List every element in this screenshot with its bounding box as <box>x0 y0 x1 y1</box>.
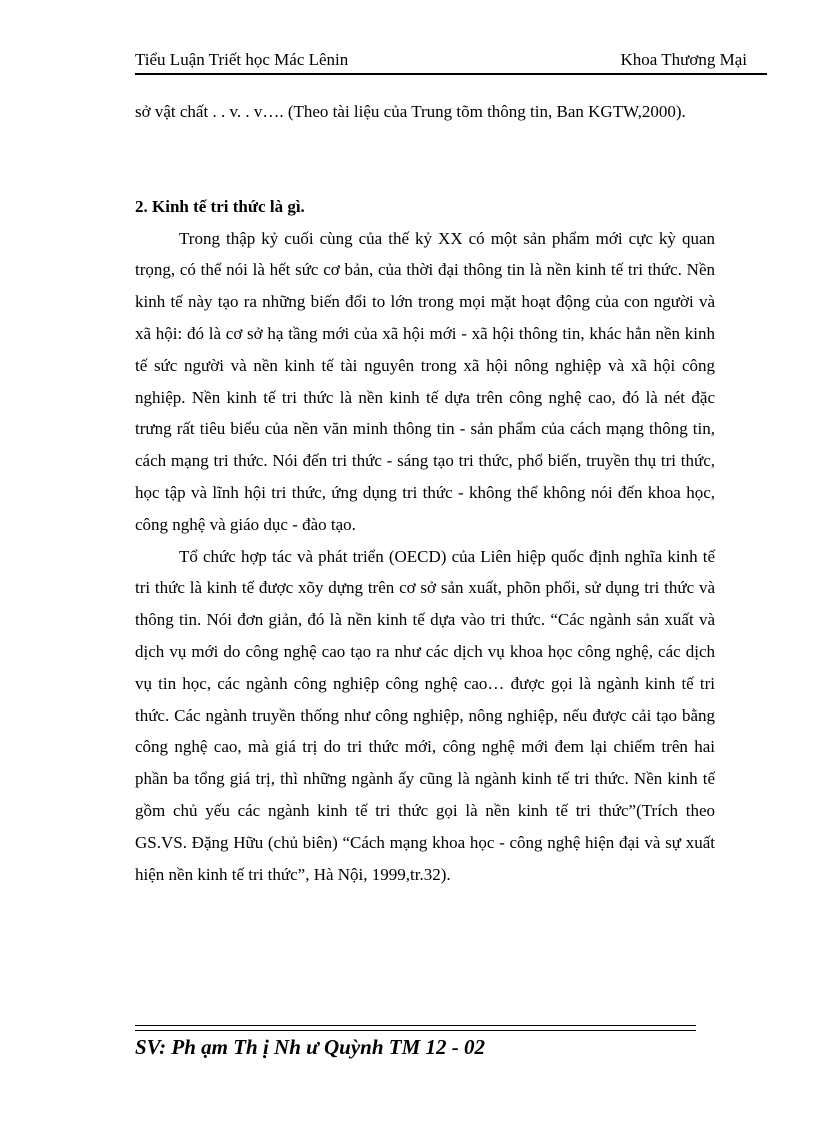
page-body <box>135 96 715 890</box>
section-spacer <box>135 128 715 191</box>
footer-divider <box>135 1025 696 1031</box>
header-course-title: Tiểu Luận Triết học Mác Lênin <box>135 50 349 69</box>
paragraph-oecd-definition: Tổ chức hợp tác và phát triển (OECD) của Liên hiệp quốc định nghĩa kinh tế tri thức là kinh tế được xõy dựng trên cơ sở sản xuất, phõn phối, sử dụng tri thức và thông tin. Nói đơn giản, đó là nền kinh tế dựa vào tri thức. “Các ngành sản xuất và dịch vụ mới do công nghệ cao tạo ra như các dịch vụ khoa học công nghệ, các dịch vụ tin học, các ngành công nghiệp công nghệ cao… được gọi là ngành kinh tế tri thức. Các ngành truyền thống như công nghiệp, nông nghiệp, nếu được cải tạo bằng công nghệ cao, mà giá trị do tri thức mới, công nghệ mới đem lại chiếm trên hai phần ba tổng giá trị, thì những ngành ấy cũng là ngành kinh tế tri thức. Nền kinh tế gồm chủ yếu các ngành kinh tế tri thức gọi là nền kinh tế tri thức”(Trích theo GS.VS. Đặng Hữu (chủ biên) “Cách mạng khoa học - công nghệ hiện đại và sự xuất hiện nền kinh tế tri thức”, Hà Nội, 1999,tr.32). <box>135 546 715 884</box>
intro-paragraph: sở vật chất . . v. . v…. (Theo tài liệu của Trung tõm thông tin, Ban KGTW,2000). <box>135 102 686 121</box>
paragraph-knowledge-economy-intro: Trong thập kỷ cuối cùng của thế kỷ XX có một sản phẩm mới cực kỳ quan trọng, có thể nói là hết sức cơ bản, của thời đại thông tin là nền kinh tế tri thức. Nền kinh tế này tạo ra những biến đổi to lớn trong mọi mặt hoạt động của con người và xã hội: đó là cơ sở hạ tầng mới của xã hội mới - xã hội thông tin, khác hẳn nền kinh tế sức người và nền kinh tế tài nguyên trong xã hội nông nghiệp và xã hội công nghiệp. Nền kinh tế tri thức là nền kinh tế dựa trên công nghệ cao, đó là nét đặc trưng rất tiêu biểu của nền văn minh thông tin - sản phẩm của cách mạng thông tin, cách mạng tri thức. Nói đến tri thức - sáng tạo tri thức, phổ biến, truyền thụ tri thức, học tập và lĩnh hội tri thức, ứng dụng tri thức - không thể không nói đến khoa học, công nghệ và giáo dục - đào tạo. <box>135 228 715 534</box>
page-header <box>135 49 767 75</box>
section-heading: 2. Kinh tế tri thức là gì. <box>135 196 305 216</box>
footer-student-name: SV: Ph ạm Th ị Nh ư Quỳnh TM 12 - 02 <box>135 1035 485 1059</box>
header-faculty: Khoa Thương Mại <box>620 50 747 69</box>
